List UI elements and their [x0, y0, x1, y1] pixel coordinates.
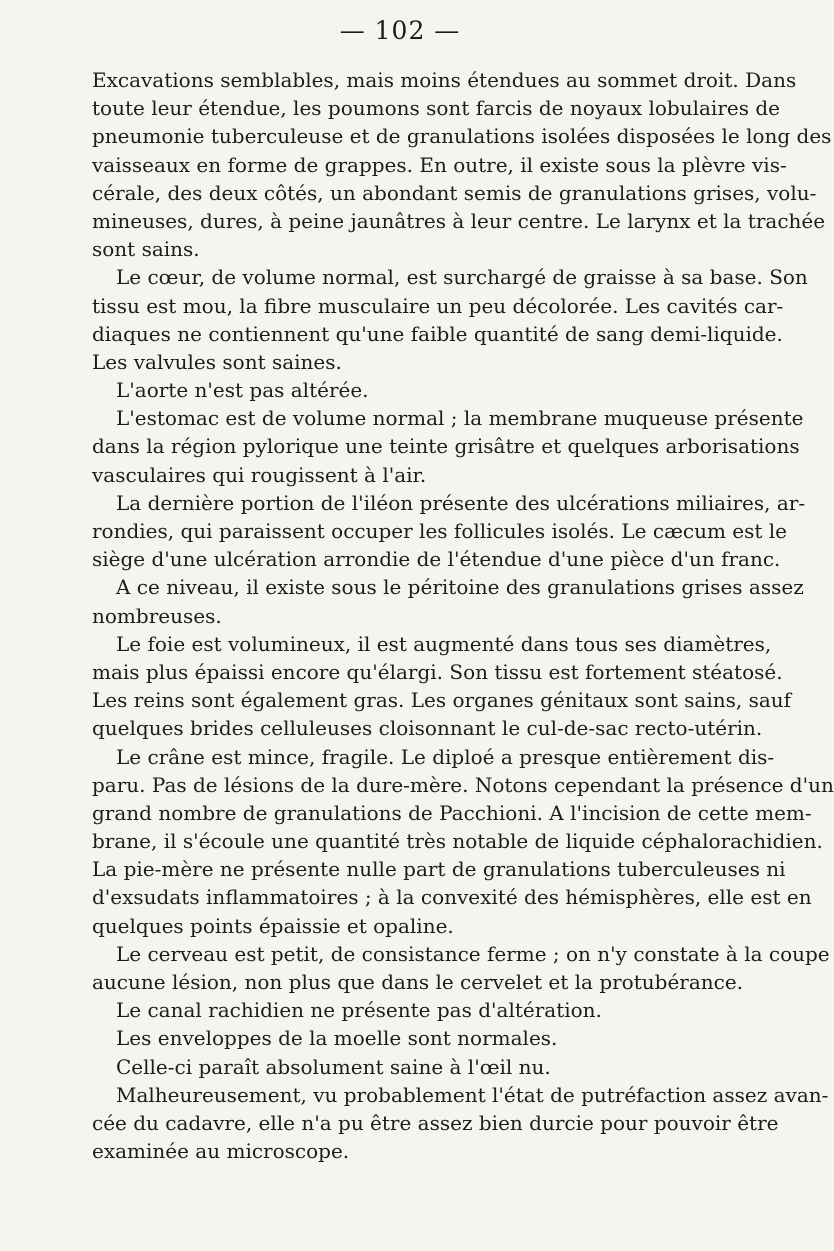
- text-line: Malheureusement, vu probablement l'état de putréfaction assez avan-: [116, 1082, 829, 1107]
- text-line: vasculaires qui rougissent à l'air.: [92, 462, 427, 487]
- text-line: siège d'une ulcération arrondie de l'étendue d'une pièce d'un franc.: [92, 547, 781, 572]
- text-line: diaques ne contiennent qu'une faible quantité de sang demi-liquide.: [92, 321, 783, 346]
- text-line: pneumonie tuberculeuse et de granulations isolées disposées le long des: [92, 124, 832, 149]
- text-line: mineuses, dures, à peine jaunâtres à leur centre. Le larynx et la trachée: [92, 208, 826, 233]
- text-line: L'estomac est de volume normal ; la membrane muqueuse présente: [116, 406, 804, 431]
- text-line: grand nombre de granulations de Pacchioni. A l'incision de cette mem-: [92, 800, 812, 825]
- text-line: mais plus épaissi encore qu'élargi. Son tissu est fortement stéatosé.: [92, 659, 783, 684]
- text-line: La pie-mère ne présente nulle part de granulations tuberculeuses ni: [92, 857, 786, 882]
- text-line: Les enveloppes de la moelle sont normales.: [116, 1026, 558, 1051]
- text-line: Le foie est volumineux, il est augmenté dans tous ses diamètres,: [116, 631, 772, 656]
- text-line: quelques points épaissie et opaline.: [92, 913, 454, 938]
- text-line: dans la région pylorique une teinte grisâtre et quelques arborisations: [92, 434, 800, 459]
- text-line: L'aorte n'est pas altérée.: [116, 378, 369, 403]
- text-line: examinée au microscope.: [92, 1139, 350, 1164]
- text-line: aucune lésion, non plus que dans le cervelet et la protubérance.: [92, 970, 744, 994]
- text-line: Le canal rachidien ne présente pas d'altération.: [116, 998, 602, 1023]
- text-line: La dernière portion de l'iléon présente des ulcérations miliaires, ar-: [116, 490, 806, 515]
- text-line: cée du cadavre, elle n'a pu être assez bien durcie pour pouvoir être: [92, 1110, 779, 1135]
- text-line: toute leur étendue, les poumons sont farcis de noyaux lobulaires de: [92, 96, 780, 121]
- text-line: tissu est mou, la fibre musculaire un peu décolorée. Les cavités car-: [92, 293, 784, 318]
- text-line: Le cerveau est petit, de consistance ferme ; on n'y constate à la coupe: [116, 941, 830, 966]
- text-line: rondies, qui paraissent occuper les follicules isolés. Le cæcum est le: [92, 519, 787, 543]
- text-line: Les valvules sont saines.: [92, 349, 342, 374]
- text-line: vaisseaux en forme de grappes. En outre, il existe sous la plèvre vis-: [92, 152, 787, 177]
- body-text: [92, 66, 834, 1165]
- text-line: sont sains.: [92, 237, 200, 262]
- page-number: — 102 —: [339, 16, 461, 45]
- text-line: Les reins sont également gras. Les organes génitaux sont sains, sauf: [92, 688, 792, 713]
- text-line: quelques brides celluleuses cloisonnant le cul-de-sac recto-utérin.: [92, 716, 763, 741]
- text-line: d'exsudats inflammatoires ; à la convexité des hémisphères, elle est en: [92, 885, 812, 910]
- text-line: Celle-ci paraît absolument saine à l'œil nu.: [116, 1054, 551, 1079]
- text-line: brane, il s'écoule une quantité très notable de liquide céphalorachidien.: [92, 829, 823, 854]
- text-line: paru. Pas de lésions de la dure-mère. Notons cependant la présence d'un: [92, 772, 834, 797]
- text-line: Le crâne est mince, fragile. Le diploé a presque entièrement dis-: [116, 744, 775, 769]
- text-line: A ce niveau, il existe sous le péritoine des granulations grises assez: [116, 575, 804, 600]
- text-line: Le cœur, de volume normal, est surchargé de graisse à sa base. Son: [116, 265, 808, 290]
- text-line: nombreuses.: [92, 603, 222, 628]
- text-line: Excavations semblables, mais moins étendues au sommet droit. Dans: [92, 68, 797, 92]
- text-line: cérale, des deux côtés, un abondant semis de granulations grises, volu-: [92, 180, 817, 205]
